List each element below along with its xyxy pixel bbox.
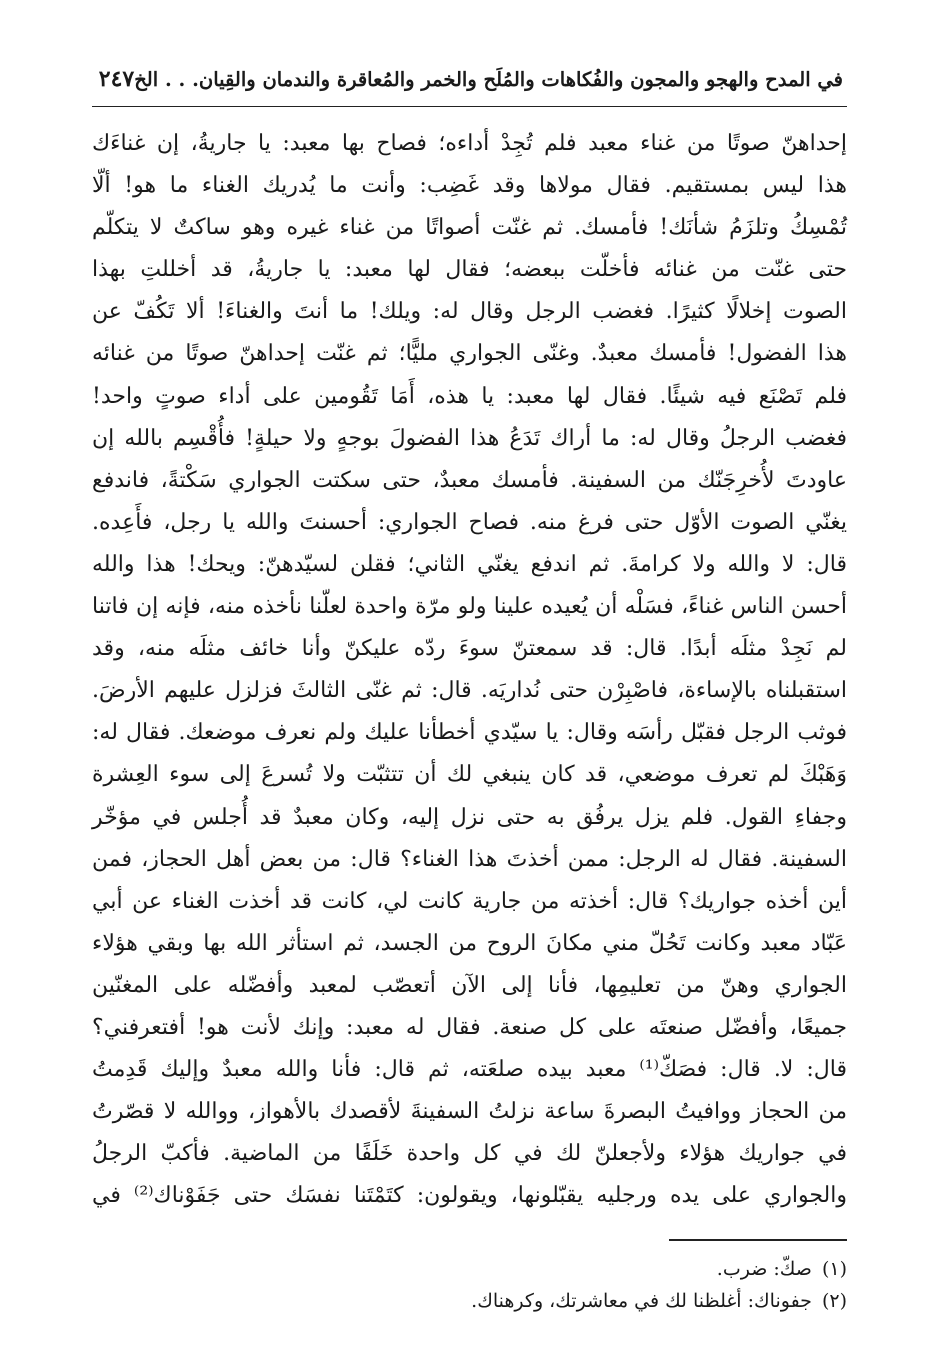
footnote-text: صكّ: ضرب. <box>716 1258 812 1281</box>
running-head-title: في المدح والهجو والمجون والفُكاهات والمُلَح والخمر والمُعاقرة والندمان والقِيان. . . الخ <box>134 68 843 91</box>
body-text <box>92 123 847 1217</box>
page-number: ٢٤٧ <box>98 66 135 92</box>
footnote <box>92 1253 847 1285</box>
footnote-number: (٢) <box>821 1290 847 1313</box>
body-line: أين أخذه جواريك؟ قال: أخذته من جارية كانت لي، كانت قد أخذت الغناء عن أبي <box>92 888 847 914</box>
body-line: استقبلناه بالإساءة، فاصْبِرْن حتى نُداريَه. قال: ثم غنّى الثالثَ فزلزل عليهم الأرضَ. <box>92 678 847 704</box>
body-line: هذا الفضول! فأمسك معبدٌ. وغنّى الجواري مليًّا؛ ثم غنّت إحداهنّ صوتًا من غنائه <box>92 341 847 367</box>
footnote-text: جفوناك: أغلظنا لك في معاشرتك، وكرهناك. <box>471 1290 812 1313</box>
body-line: السفينة. فقال له الرجل: ممن أخذتَ هذا الغناء؟ قال: من بعض أهل الحجاز، فمن <box>92 846 847 872</box>
body-line: يغنّي الصوت الأوّل حتى فرغ منه. فصاح الجواري: أحسنتَ والله يا رجل، فأَعِده. <box>92 509 847 535</box>
running-head <box>92 66 847 107</box>
body-line: قال: لا. قال: فصَكّ⁽¹⁾ معبد بيده صلعَته، ثم قال: فأنا والله معبدٌ وإليك قَدِمتُ <box>92 1057 847 1083</box>
body-line: وَهَبْكَ لم تعرف موضعي، قد كان ينبغي لك أن تتثبّت ولا تُسرعَ إلى سوء العِشرة <box>92 762 847 788</box>
book-page <box>92 66 847 1317</box>
body-line: فغضب الرجلُ وقال له: ما أراك تَدَعُ هذا الفضولَ بوجهٍ ولا حيلةٍ! فأُقْسِم بالله إن <box>92 425 847 451</box>
body-line: عَبّاد معبد وكانت تَحُلّ مني مكانَ الروح من الجسد، ثم استأثر الله بها وبقي هؤلاء <box>92 930 847 956</box>
body-line: والجواري على يده ورجليه يقبّلونها، ويقولون: كتَمْتَنا نفسَك حتى جَفَوْناك⁽²⁾ في <box>92 1183 848 1209</box>
body-line: فلم تَصْنَع فيه شيئًا. فقال لها معبد: يا هذه، أَمَا تَقُومين على أداء صوتٍ واحد! <box>92 383 847 409</box>
body-line: إحداهنّ صوتًا من غناء معبد فلم تُجِدْ أداءه؛ فصاح بها معبد: يا جاريةُ، إن غناءَك <box>92 131 847 156</box>
body-line: حتى غنّت من غنائه فأخلّت ببعضه؛ فقال لها معبد: يا جاريةُ، قد أخللتِ بهذا <box>92 257 847 283</box>
footnote-number: (١) <box>821 1258 847 1281</box>
body-line: من الحجاز ووافيتُ البصرةَ ساعة نزلتُ السفينةَ لأقصدك بالأهواز، ووالله لا قصّرتُ <box>92 1099 847 1125</box>
body-line: أحسن الناس غناءً، فسَلْه أن يُعيده علينا ولو مرّة واحدة لعلّنا نأخذه منه، فإنه إن فاتنا <box>92 594 847 620</box>
body-line: جميعًا، وأفضّل صنعتَه على كل صنعة. فقال له معبد: وإنك لأنت هو! أفتعرفني؟ <box>92 1014 847 1040</box>
body-line: هذا ليس بمستقيم. فقال مولاها وقد غَضِب: وأنت ما يُدريك الغناء ما هو! ألّا <box>92 173 847 199</box>
body-line: الجواري وهنّ من تعليمِها، فأنا إلى الآن أتعصّب لمعبد وأفضّله على المغنّين <box>92 972 847 998</box>
body-line: عاودتَ لأُخرِجَنّك من السفينة. فأمسك معبدٌ، حتى سكتت الجواري سَكْتةً، فاندفع <box>92 467 847 493</box>
footnote-divider <box>669 1239 847 1241</box>
body-line: وجفاءِ القول. فلم يزل يرفُق به حتى نزل إليه، وكان معبدٌ قد أُجلس في مؤخّر <box>92 804 847 830</box>
footnotes <box>92 1253 847 1317</box>
body-line: تُمْسِكُ وتلزَمُ شأنَك! فأمسك. ثم غنّت أصواتًا من غناء غيره وهو ساكتٌ لا يتكلّم <box>92 215 847 241</box>
body-line: فوثب الرجل فقبّل رأسَه وقال: يا سيّدي أخطأنا عليك ولم نعرف موضعك. فقال له: <box>92 720 847 746</box>
footnote <box>92 1285 847 1317</box>
body-line: في جواريك هؤلاء ولأجعلنّ لك في كل واحدة خَلَفًا من الماضية. فأكبّ الرجلُ <box>92 1141 847 1167</box>
body-line: الصوت إخلالًا كثيرًا. فغضب الرجل وقال له: ويلك! ما أنتَ والغناءَ! ألا تَكُفّ عن <box>92 299 847 325</box>
body-line: لم نَجِدْ مثلَه أبدًا. قال: قد سمعتنّ سوءَ ردّه عليكنّ وأنا خائف مثلَه منه، وقد <box>92 636 847 662</box>
body-line: قال: لا والله ولا كرامةَ. ثم اندفع يغنّي الثاني؛ فقلن لسيّدهنّ: ويحك! هذا والله <box>92 551 847 577</box>
